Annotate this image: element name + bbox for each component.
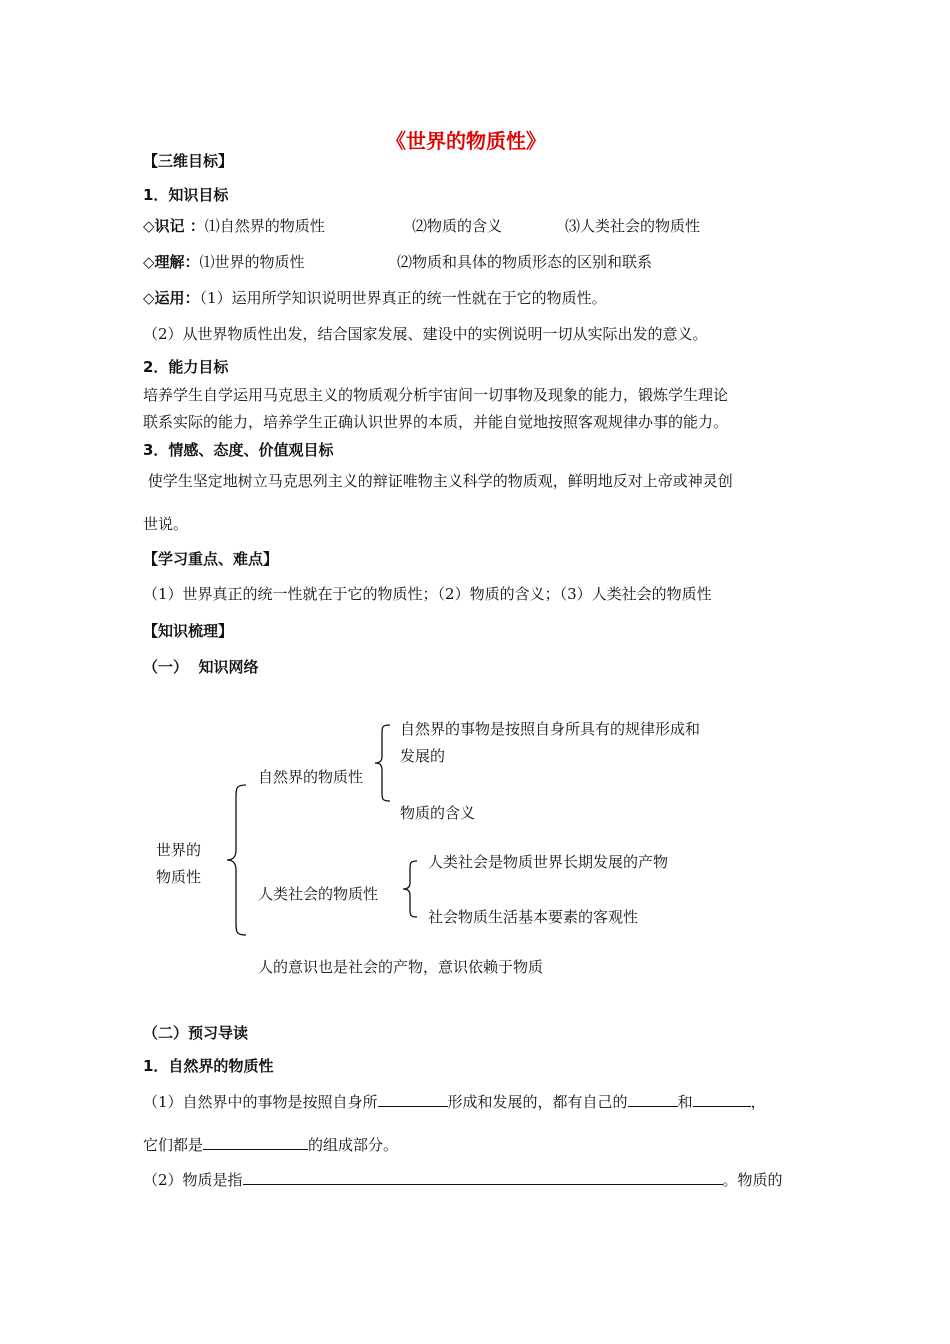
understand-item-2: ⑵物质和具体的物质形态的区别和联系	[397, 253, 653, 271]
emotion-goal-heading: 3．情感、态度、价值观目标	[143, 441, 334, 459]
ability-goal-heading: 2．能力目标	[143, 358, 229, 376]
q2-part-1: （2）物质是指	[143, 1171, 243, 1189]
q1-blank-3[interactable]	[693, 1090, 751, 1107]
tree-nature: 自然界的物质性	[258, 768, 364, 786]
q2-blank-1[interactable]	[243, 1168, 723, 1185]
recall-item-1: ⑴自然界的物质性	[204, 217, 325, 235]
society-brace	[400, 860, 420, 918]
tree-nature-b: 物质的含义	[400, 804, 476, 822]
section-review-heading: 【知识梳理】	[143, 622, 234, 640]
tree-society-b: 社会物质生活基本要素的客观性	[428, 908, 639, 926]
tree-root-line-1: 世界的	[156, 841, 202, 859]
recall-item-3: ⑶人类社会的物质性	[565, 217, 701, 235]
q1-blank-4[interactable]	[203, 1133, 308, 1150]
apply-text: （1）运用所学知识说明世界真正的统一性就在于它的物质性。	[199, 289, 607, 307]
apply-line	[143, 287, 607, 308]
nature-brace	[372, 724, 392, 802]
question-1-line-2	[143, 1133, 398, 1155]
q1-part-1: （1）自然界中的事物是按照自身所	[143, 1093, 378, 1111]
apply-label: ◇运用：	[143, 289, 200, 307]
root-brace	[224, 784, 248, 936]
tree-society: 人类社会的物质性	[258, 885, 379, 903]
preview-heading: （二）预习导读	[143, 1024, 249, 1042]
q1-blank-1[interactable]	[378, 1090, 448, 1107]
section-goals-heading: 【三维目标】	[143, 152, 234, 170]
page-title: 《世界的物质性》	[386, 129, 546, 153]
knowledge-goal-heading: 1．知识目标	[143, 186, 229, 204]
q1-line2-part-1: 它们都是	[143, 1136, 204, 1154]
apply-line-2: （2）从世界物质性出发，结合国家发展、建设中的实例说明一切从实际出发的意义。	[143, 325, 708, 343]
understand-label: ◇理解：	[143, 253, 200, 271]
question-2-line-1	[143, 1168, 783, 1190]
network-heading: （一） 知识网络	[143, 658, 259, 676]
q1-part-3: 和	[677, 1093, 693, 1111]
keypoints-text: （1）世界真正的统一性就在于它的物质性；（2）物质的含义；（3）人类社会的物质性	[143, 585, 712, 603]
ability-text-line-1: 培养学生自学运用马克思主义的物质观分析宇宙间一切事物及现象的能力，锻炼学生理论	[143, 386, 729, 404]
section-keypoints-heading: 【学习重点、难点】	[143, 550, 279, 568]
understand-item-1: ⑴世界的物质性	[199, 253, 305, 271]
preview-sub-heading-1: 1．自然界的物质性	[143, 1057, 274, 1075]
tree-society-a: 人类社会是物质世界长期发展的产物	[428, 853, 669, 871]
emotion-text-line-2: 世说。	[143, 515, 189, 533]
ability-text-line-2: 联系实际的能力，培养学生正确认识世界的本质，并能自觉地按照客观规律办事的能力。	[143, 413, 729, 431]
emotion-text-line-1: 使学生坚定地树立马克思列主义的辩证唯物主义科学的物质观，鲜明地反对上帝或神灵创	[143, 472, 733, 490]
recall-label: ◇识记 ：	[143, 217, 205, 235]
tree-consciousness: 人的意识也是社会的产物，意识依赖于物质	[258, 958, 544, 976]
q1-part-2: 形成和发展的，都有自己的	[447, 1093, 628, 1111]
tree-nature-a-line-1: 自然界的事物是按照自身所具有的规律形成和	[400, 720, 701, 738]
question-1-line-1	[143, 1090, 766, 1112]
q1-line2-part-2: 的组成部分。	[308, 1136, 399, 1154]
q1-blank-2[interactable]	[628, 1090, 678, 1107]
tree-nature-a-line-2: 发展的	[400, 747, 446, 765]
understand-line	[143, 251, 305, 272]
recall-line	[143, 215, 325, 236]
q2-part-2: 。物质的	[722, 1171, 783, 1189]
recall-item-2: ⑵物质的含义	[412, 217, 503, 235]
q1-part-4: ，	[750, 1093, 766, 1111]
tree-root-line-2: 物质性	[156, 868, 202, 886]
